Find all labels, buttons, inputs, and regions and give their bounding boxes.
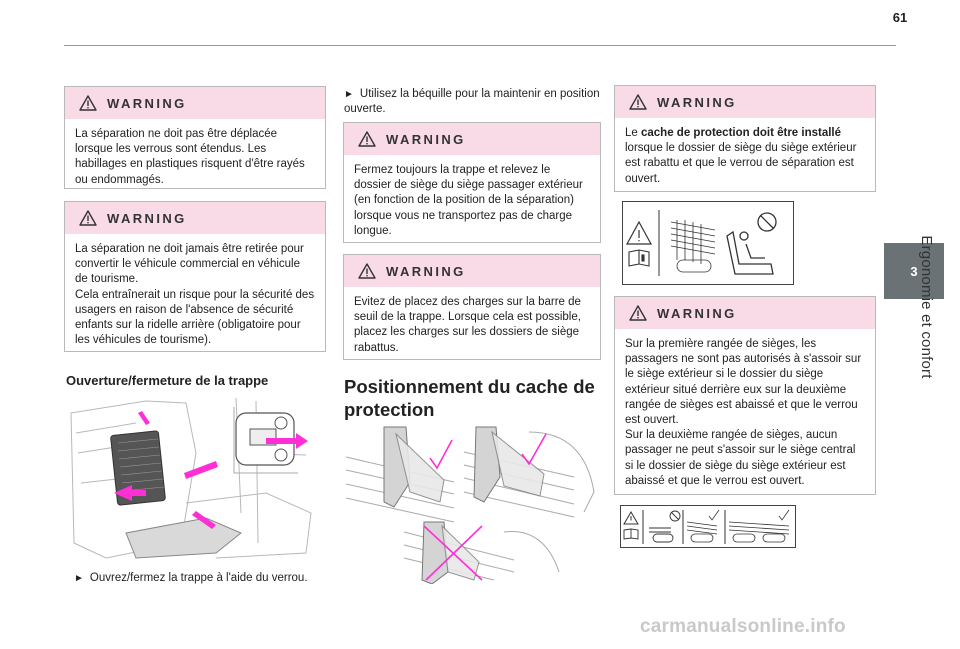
warning-text [65,234,325,356]
chapter-title: Ergonomie et confort [918,235,935,379]
warning-text-part: lorsque le dossier de siège du siège extérieur est rabattu et que le verrou de séparation est ouvert. [625,142,857,185]
warning-triangle-icon [358,131,376,147]
warning-triangle-icon [627,222,651,244]
no-sitting-icon [670,511,680,521]
top-rule [64,45,896,46]
no-sitting-icon [758,213,776,231]
warning-box [64,201,326,352]
warning-title: WARNING [657,94,737,110]
warning-title: WARNING [107,95,187,111]
warning-title: WARNING [657,305,737,321]
warning-header [344,255,600,287]
warning-box [343,254,601,360]
warning-triangle-icon [624,512,638,524]
bullet-arrow-icon: ► [74,573,84,584]
warning-header [615,86,875,118]
trap-door-illustration [66,393,326,565]
warning-header [65,202,325,234]
warning-text-part: Le [625,127,641,139]
pictogram-label [620,505,796,548]
warning-triangle-icon [79,95,97,111]
warning-text [615,329,875,497]
warning-triangle-icon [629,305,647,321]
chapter-tab[interactable]: 3 [884,243,944,299]
warning-box [614,296,876,495]
warning-paragraph: Sur la deuxième rangée de sièges, aucun passager ne peut s'assoir sur le siège central si le dossier de siège du siège extérieur est abaissé et que le verrou est ouvert. [625,429,856,487]
section-heading: Ouverture/fermeture de la trappe [66,373,269,388]
warning-text [615,118,875,195]
warning-text-bold: cache de protection doit être installé [641,127,842,139]
bullet-text: Utilisez la béquille pour la maintenir en position ouverte. [344,88,600,116]
warning-header [344,123,600,155]
warning-triangle-icon [79,210,97,226]
bullet-item [74,571,324,586]
warning-title: WARNING [386,131,466,147]
warning-text: Fermez toujours la trappe et relevez le dossier de siège du siège passager extérieur (en fonction de la position de la séparation) lorsque vous ne transportez pas de charge longue. [354,164,583,237]
watermark: carmanualsonline.info [640,616,846,637]
warning-paragraph: Sur la première rangée de sièges, les passagers ne sont pas autorisés à s'assoir sur le siège extérieur si le dossier du siège extérieur situé derrière eux sur la deuxième rangée de sièges est abaissé et que le verrou est ouvert. [625,338,862,427]
warning-box [614,85,876,192]
pictogram-label [622,201,794,285]
manual-book-icon [624,529,638,539]
bullet-item [344,87,602,117]
warning-box [64,86,326,189]
section-heading: Positionnement du cache de protection [344,376,595,420]
warning-triangle-icon [358,263,376,279]
warning-box [343,122,601,243]
bullet-text: Ouvrez/fermez la trappe à l'aide du verrou. [89,572,308,584]
manual-book-icon [629,250,649,266]
warning-title: WARNING [386,263,466,279]
bullet-arrow-icon: ► [344,89,354,100]
warning-header [615,297,875,329]
page-number: 61 [892,10,908,25]
warning-title: WARNING [107,210,187,226]
warning-paragraph: Cela entraînerait un risque pour la sécurité des usagers en raison de l'absence de sécurité enfants sur la ridelle arrière (obligatoire pour les véhicules de tourisme). [75,288,315,347]
warning-text: La séparation ne doit pas être déplacée lorsque les verrous sont étendus. Les habillages en plastiques risquent d'être rayés ou endommagés. [75,128,305,186]
seat-icon [727,232,773,274]
warning-text: Evitez de placez des charges sur la barre de seuil de la trappe. Lorsque cela est possible, placez les charges sur les dossiers de siège rabattus. [354,296,581,354]
warning-header [65,87,325,119]
warning-triangle-icon [629,94,647,110]
protection-cover-illustration [344,422,602,584]
warning-paragraph: La séparation ne doit jamais être retirée pour convertir le véhicule commercial en véhicule de tourisme. [75,243,304,286]
